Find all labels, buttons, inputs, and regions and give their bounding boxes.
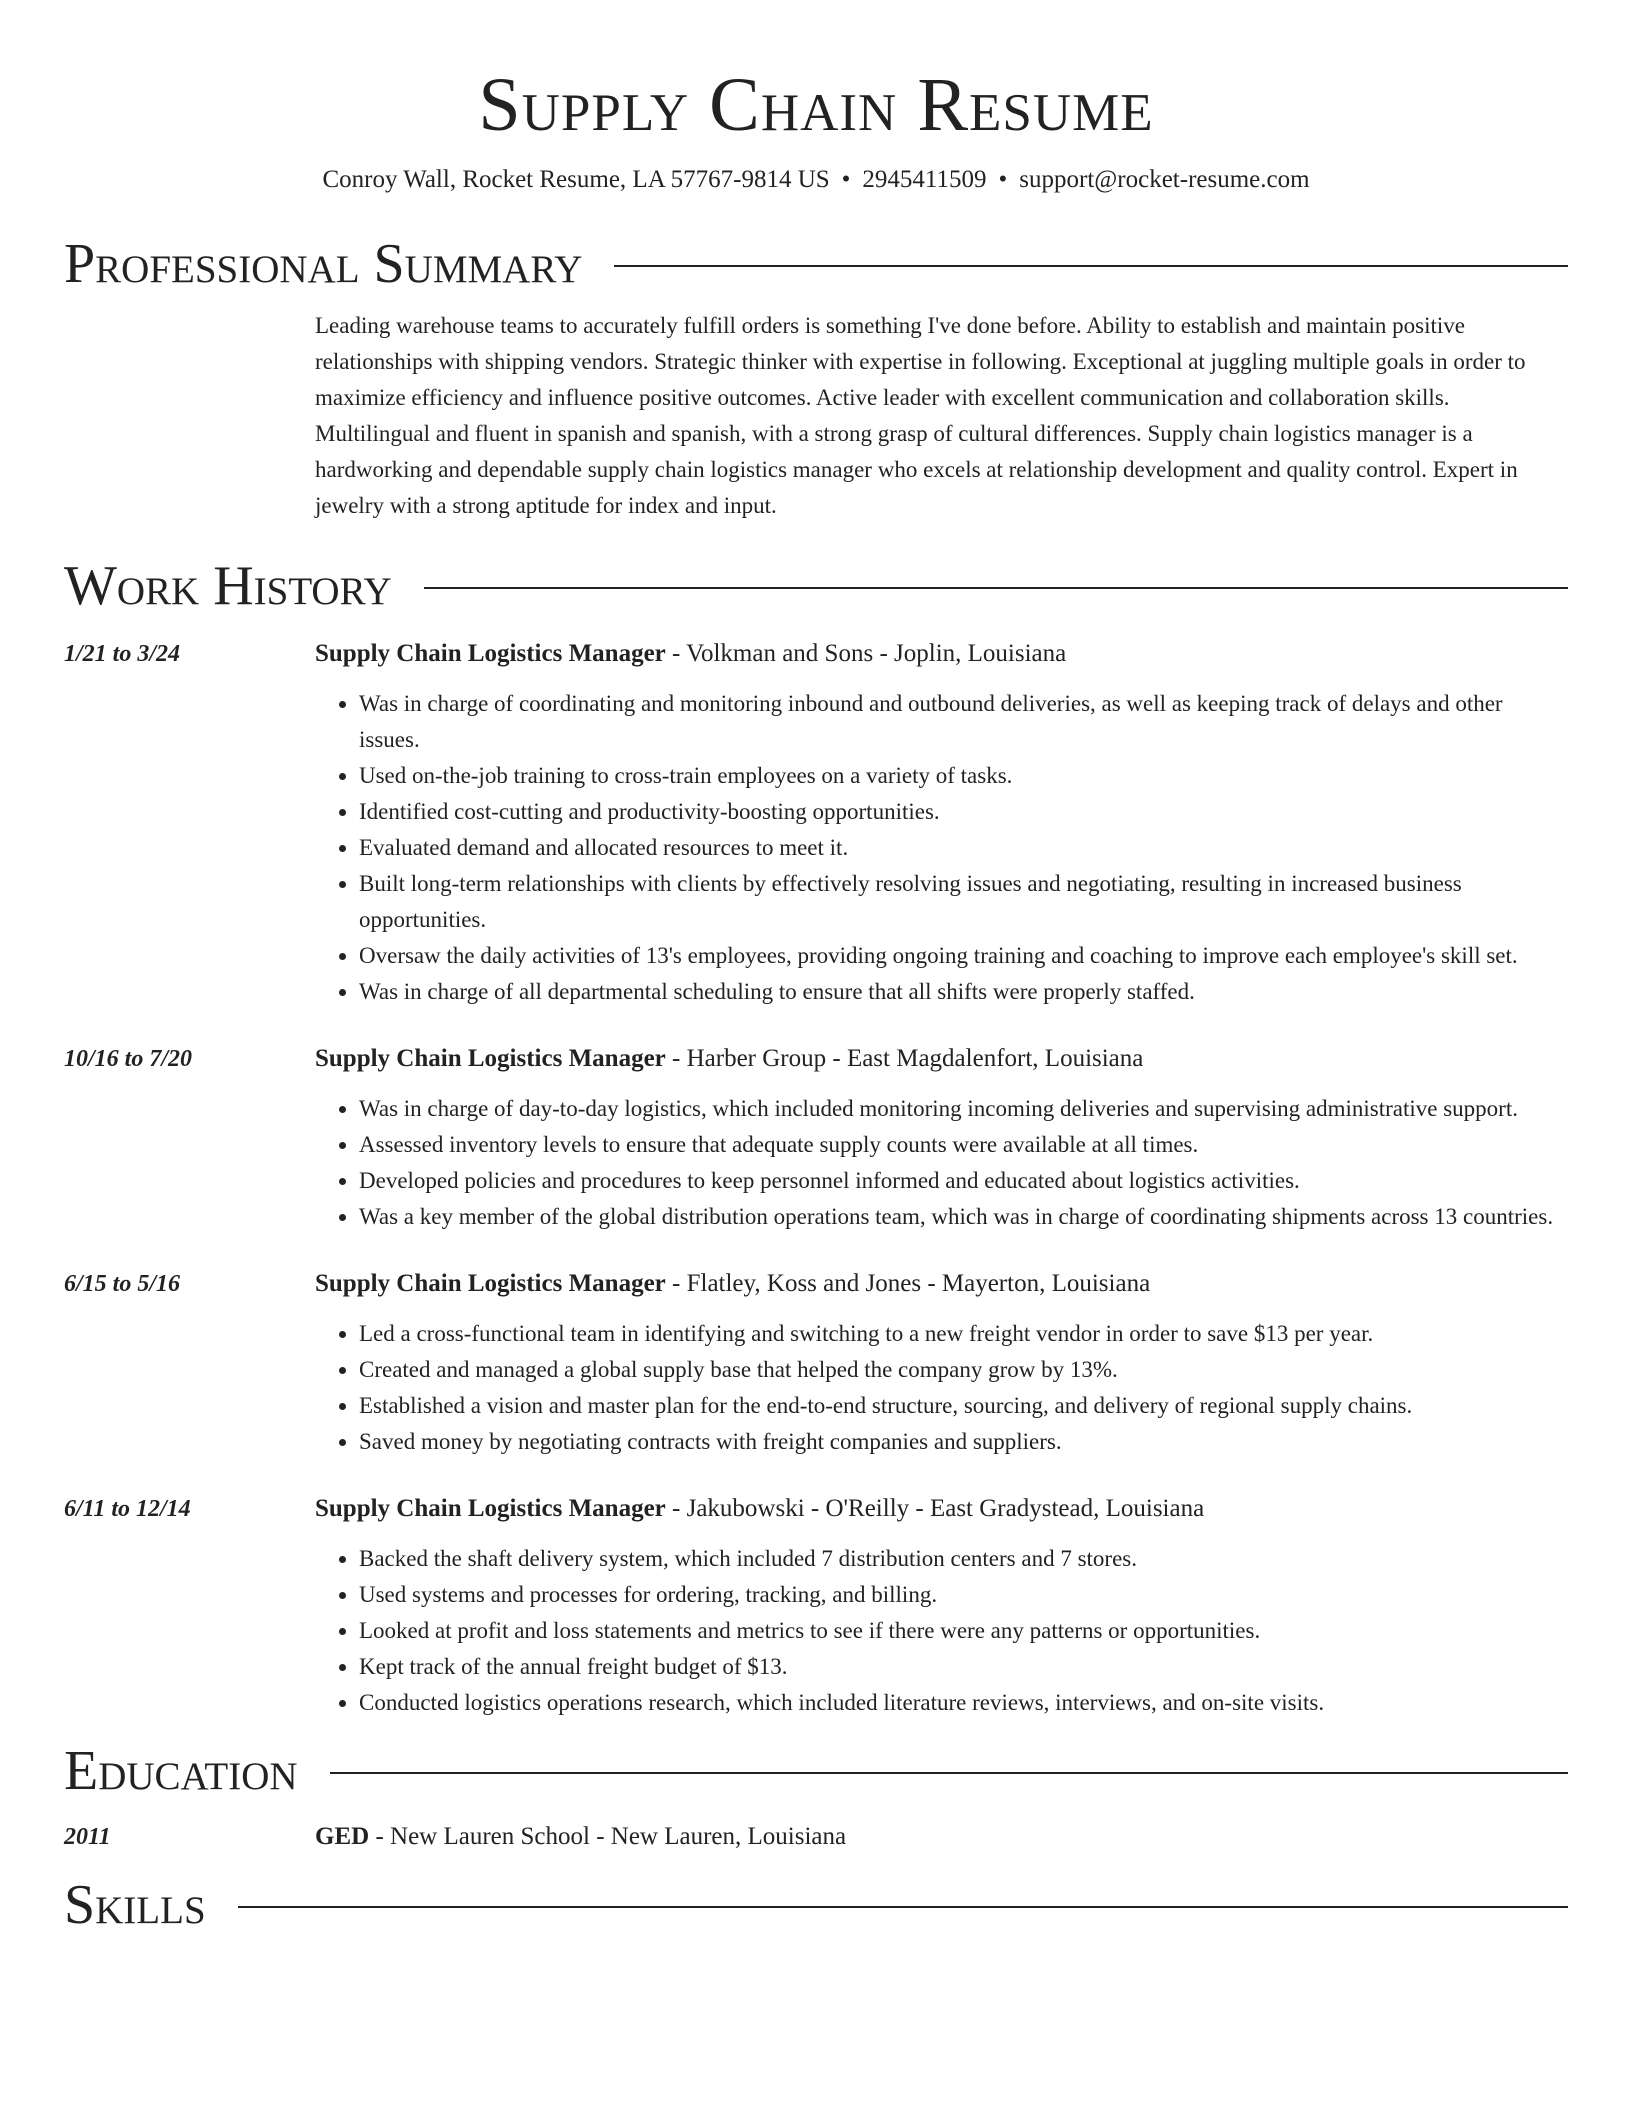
page-title: Supply Chain Resume <box>478 63 1154 147</box>
job-dates: 6/15 to 5/16 <box>64 1271 181 1297</box>
education-heading: Education <box>64 1740 298 1802</box>
job-body <box>315 1266 1568 1460</box>
job-bullet: • Conducted logistics operations research, which included literature reviews, interviews, and on-site visits. <box>359 1685 1568 1721</box>
job-bullet: • Was in charge of coordinating and monitoring inbound and outbound deliveries, as well as keeping track of delays and other issues. <box>359 686 1568 758</box>
job-bullet: • Looked at profit and loss statements and metrics to see if there were any patterns or opportunities. <box>359 1613 1568 1649</box>
job-role: Supply Chain Logistics Manager <box>315 640 666 667</box>
job-bullet: • Built long-term relationships with clients by effectively resolving issues and negotiating, resulting in increased business opportunities. <box>359 866 1568 938</box>
job-dates: 6/11 to 12/14 <box>64 1496 191 1522</box>
summary-section-header <box>64 232 1568 296</box>
job-bullet: • Assessed inventory levels to ensure that adequate supply counts were available at all times. <box>359 1127 1568 1163</box>
job-entry <box>64 1041 1568 1235</box>
education-body <box>315 1819 1568 1855</box>
job-bullet: • Used systems and processes for ordering, tracking, and billing. <box>359 1577 1568 1613</box>
work-heading: Work History <box>64 555 392 617</box>
job-bullet: • Created and managed a global supply base that helped the company grow by 13%. <box>359 1352 1568 1388</box>
job-body <box>315 636 1568 1010</box>
job-bullet: • Established a vision and master plan for the end-to-end structure, sourcing, and delivery of regional supply chains. <box>359 1388 1568 1424</box>
job-title-line <box>315 1041 1568 1077</box>
contact-address: Conroy Wall, Rocket Resume, LA 57767-9814 US <box>322 166 830 193</box>
job-bullet: • Evaluated demand and allocated resources to meet it. <box>359 830 1568 866</box>
job-bullet: • Oversaw the daily activities of 13's employees, providing ongoing training and coaching to improve each employee's skill set. <box>359 938 1568 974</box>
job-details: - Volkman and Sons - Joplin, Louisiana <box>665 640 1067 667</box>
job-bullet: • Backed the shaft delivery system, which included 7 distribution centers and 7 stores. <box>359 1541 1568 1577</box>
education-title-line <box>315 1819 1568 1855</box>
job-bullet: • Developed policies and procedures to keep personnel informed and educated about logistics activities. <box>359 1163 1568 1199</box>
job-bullet: • Was a key member of the global distribution operations team, which was in charge of coordinating shipments across 13 countries. <box>359 1199 1568 1235</box>
job-details: - Flatley, Koss and Jones - Mayerton, Louisiana <box>665 1270 1151 1297</box>
job-title-line <box>315 636 1568 672</box>
job-entry <box>64 1491 1568 1721</box>
job-bullet: • Used on-the-job training to cross-train employees on a variety of tasks. <box>359 758 1568 794</box>
job-title-line <box>315 1491 1568 1527</box>
job-role: Supply Chain Logistics Manager <box>315 1495 666 1522</box>
job-role: Supply Chain Logistics Manager <box>315 1270 666 1297</box>
job-dates: 1/21 to 3/24 <box>64 641 181 667</box>
education-entry <box>64 1819 1568 1855</box>
job-entry <box>64 636 1568 1010</box>
work-section-header <box>64 554 1568 618</box>
job-bullet: • Was in charge of day-to-day logistics, which included monitoring incoming deliveries and supervising administrative support. <box>359 1091 1568 1127</box>
job-body <box>315 1491 1568 1721</box>
summary-text: Leading warehouse teams to accurately fulfill orders is something I've done before. Ability to establish and maintain positive relationships with shipping vendors. Strategic thinker with expertise in following. Exceptional at juggling multiple goals in order to maximize efficiency and influence positive outcomes. Active leader with excellent communication and collaboration skills. Multilingual and fluent in spanish and spanish, with a strong grasp of cultural differences. Supply chain logistics manager is a hardworking and dependable supply chain logistics manager who excels at relationship development and quality control. Expert in jewelry with a strong aptitude for index and input. <box>315 313 1526 518</box>
job-details: - Jakubowski - O'Reilly - East Gradystead, Louisiana <box>665 1495 1205 1522</box>
contact-phone: 2945411509 <box>862 166 987 193</box>
job-title-line <box>315 1266 1568 1302</box>
education-section-header <box>64 1739 1568 1803</box>
job-bullet: • Kept track of the annual freight budget of $13. <box>359 1649 1568 1685</box>
education-year: 2011 <box>64 1824 111 1850</box>
section-divider <box>238 1906 1568 1908</box>
contact-email: support@rocket-resume.com <box>1019 166 1310 193</box>
job-bullet: • Identified cost-cutting and productivity-boosting opportunities. <box>359 794 1568 830</box>
section-divider <box>424 587 1568 589</box>
job-bullets <box>315 686 1568 1010</box>
summary-heading: Professional Summary <box>64 233 583 295</box>
job-bullets <box>315 1316 1568 1460</box>
job-bullet: • Led a cross-functional team in identifying and switching to a new freight vendor in order to save $13 per year. <box>359 1316 1568 1352</box>
job-body <box>315 1041 1568 1235</box>
education-details: - New Lauren School - New Lauren, Louisiana <box>369 1823 847 1850</box>
job-bullet: • Saved money by negotiating contracts with freight companies and suppliers. <box>359 1424 1568 1460</box>
skills-section-header <box>64 1873 1568 1937</box>
job-dates: 10/16 to 7/20 <box>64 1046 193 1072</box>
contact-separator: • <box>998 166 1008 193</box>
contact-line <box>64 164 1568 196</box>
job-bullets <box>315 1091 1568 1235</box>
job-details: - Harber Group - East Magdalenfort, Louisiana <box>665 1045 1144 1072</box>
job-bullets <box>315 1541 1568 1721</box>
section-divider <box>330 1772 1568 1774</box>
section-divider <box>614 265 1568 267</box>
skills-heading: Skills <box>64 1874 206 1936</box>
contact-separator: • <box>841 166 851 193</box>
education-degree: GED <box>315 1823 370 1850</box>
job-role: Supply Chain Logistics Manager <box>315 1045 666 1072</box>
job-entry <box>64 1266 1568 1460</box>
job-bullet: • Was in charge of all departmental scheduling to ensure that all shifts were properly staffed. <box>359 974 1568 1010</box>
